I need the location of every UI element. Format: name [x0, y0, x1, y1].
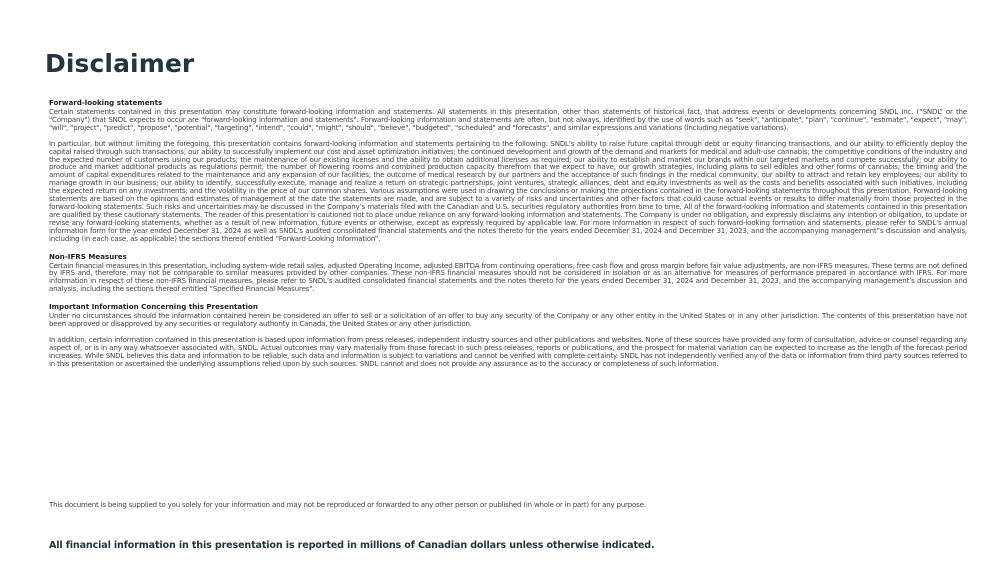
section-heading: Non-IFRS Measures: [49, 251, 127, 261]
page-title: Disclaimer: [45, 49, 195, 78]
supplied-notice: This document is being supplied to you solely for your information and may not be reproduced or forwarded to any other person or published (in whole or in part) for any purpose.: [49, 500, 646, 509]
paragraph: Certain statements contained in this presentation may constitute forward-looking information and statements. All statements in this presentation, other than statements of historical fact, that address events or developments concerning SNDL Inc. (“SNDL” or the "Company") that SNDL expects to occur are "forward-looking information and statements". Forward-looking information and statements are often, but not always, identified by the use of words such as "seek", "anticipate", "plan", "continue", "estimate", "expect", "may", "will", "project", "predict", "propose", "potential", "targeting", "intend", "could", "might", "should", "believe", "budgeted", "scheduled" and "forecasts", and similar expressions and variations (including negative variations).: [49, 107, 967, 132]
section-forward-looking: [49, 98, 967, 243]
paragraph: Under no circumstances should the information contained herein be considered an offer to sell or a solicitation of an offer to buy any security of the Company or any other entity in the United States or in any other jurisdiction. The contents of this presentation have not been approved or disapproved by any securities or regulatory authority in Canada, the United States or any other jurisdiction.: [49, 311, 967, 329]
paragraph: In addition, certain information contained in this presentation is based upon information from press releases, independent industry sources and other publications and websites. None of these sources have provided any form of consultation, advice or counsel regarding any aspect of, or is in any way whatsoever associated with, SNDL. Actual outcomes may vary materially from those forecast in such press releases, reports or publications, and the prospect for material variation can be expected to increase as the length of the forecast period increases. While SNDL believes this data and information to be reliable, such data and information is subject to variations and cannot be verified with complete certainty. SNDL has not independently verified any of the data or information from third party sources referred to in this presentation or ascertained the underlying assumptions relied upon by such sources. SNDL cannot and does not provide any assurance as to the accuracy or completeness of such information.: [49, 334, 967, 368]
paragraph: In particular, but without limiting the foregoing, this presentation contains forward-looking information and statements pertaining to the following: SNDL’s ability to raise future capital through debt or equity financing transactions, and our ability to efficiently deploy the capital raised through such transactions; our ability to successfully implement our cost and asset optimization initiatives; the continued development and growth of the demand and markets for medical and adult-use cannabis; the competitive conditions of the industry and the expected number of customers using our products; the maintenance of our existing licenses and the ability to obtain additional licenses as required; our ability to establish and market our brands within our targeted markets and compete successfully; our ability to produce and market additional products as regulations permit; the number of flowering rooms and combined production capacity therefrom that we expect to have; our growth strategies, including plans to sell edibles and other forms of cannabis; the timing and the amount of capital expenditures related to the maintenance and any expansion of our facilities; the outcome of medical research by our partners and the acceptance of such findings in the medical community; our ability to attract and retain key employees; our ability to manage growth in our business; our ability to identify, successfully execute, manage and realize a return on strategic partnerships, joint ventures, strategic alliances, debt and equity investments as well as the costs and benefits associated with such initiatives, including the expected return on any investments; and the volatility in the price of our common shares. Various assumptions were used in drawing the conclusions or making the projections contained in the forward-looking statements throughout this presentation. Forward-looking statements are based on the opinions and estimates of management at the date the statements are made, and are subject to a variety of risks and uncertainties and other factors that could cause actual events or results to differ materially from those projected in the forward-looking statements. Such risks and uncertainties may be discussed in the Company’s materials filed with the Canadian and U.S. securities regulatory authorities from time to time. All of the forward-looking information and statements contained in this presentation are qualified by these cautionary statements. The reader of this presentation is cautioned not to place undue reliance on any forward-looking information and statements. The Company is under no obligation, and expressly disclaims any intention or obligation, to update or revise any forward-looking statements, whether as a result of new information, future events or otherwise, except as expressly required by applicable law. For more information in respect of such forward-looking formation and statements, please refer to SNDL’s annual information form for the year ended December 31, 2024 as well as SNDL’s audited consolidated financial statements and the notes thereto for the years ended December 31, 2024 and December 31, 2023, and the accompanying management”s discussion and analysis, including (in each case, as applicable) the sections thereof entitled “Forward-Looking Information”.: [49, 138, 967, 243]
section-heading: Important Information Concerning this Presentation: [49, 302, 258, 312]
footer-note: All financial information in this presentation is reported in millions of Canadian dollars unless otherwise indicated.: [49, 540, 655, 551]
section-non-ifrs: [49, 252, 967, 294]
section-heading: Forward-looking statements: [49, 98, 163, 107]
section-important-info: [49, 302, 967, 367]
disclaimer-content: [49, 98, 967, 368]
paragraph: Certain financial measures in this presentation, including system-wide retail sales, adjusted Operating Income, adjusted EBITDA from continuing operations, free cash flow and gross margin before fair value adjustments, are non-IFRS measures. These terms are not defined by IFRS and, therefore, may not be comparable to similar measures provided by other companies. These non-IFRS financial measures should not be considered in isolation or as an alternative for measures of performance prepared in accordance with IFRS. For more information in respect of these non-IFRS financial measures, please refer to SNDL’s audited consolidated financial statements and the notes thereto for the years ended December 31, 2024 and December 31, 2023, and the accompanying management’s discussion and analysis, including the sections thereof entitled “Specified Financial Measures”.: [49, 260, 967, 294]
